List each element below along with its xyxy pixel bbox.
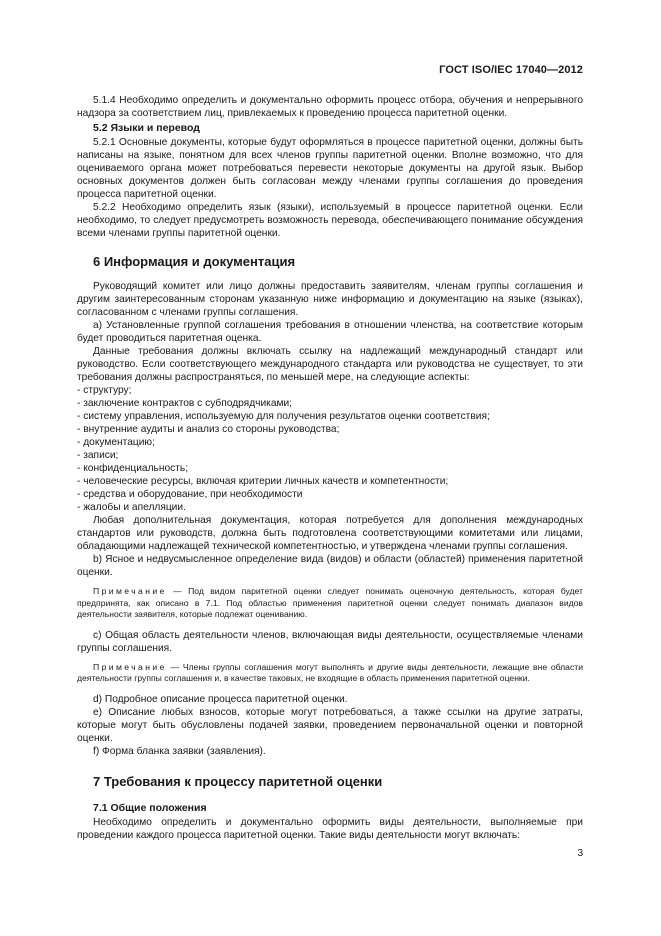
- item-f: f) Форма бланка заявки (заявления).: [93, 745, 266, 757]
- page-number: 3: [577, 848, 583, 859]
- paragraph-5-2-1: 5.2.1 Основные документы, которые будут оформляться в процессе паритетной оценки, должны быть написаны на языке, понятном для всех членов группы паритетной оценки. Вполне возможно, что для оцениваемого органа может потребоваться перевести некоторые документы на другой язык. Выбор основных документов должен быть согласован между членами группы соглашения до проведения процесса паритетной оценки.: [77, 137, 583, 200]
- heading-5-2: 5.2 Языки и перевод: [93, 122, 200, 134]
- list-item: - записи;: [77, 450, 119, 461]
- item-e: е) Описание любых взносов, которые могут потребоваться, а также ссылки на другие затраты, которые могут быть обусловлены подачей заявки, проведением первоначальной оценки и повторной оценки.: [77, 706, 583, 744]
- paragraph-6-intro: Руководящий комитет или лицо должны предоставить заявителям, членам группы соглашения и другим заинтересованным сторонам указанную ниже информацию и документацию на языке (языках), согласованном с членами группы соглашения.: [77, 281, 583, 318]
- paragraph-5-2-2: 5.2.2 Необходимо определить язык (языки), используемый в процессе паритетной оценки. Если необходимо, то следует предусмотреть возможность перевода, обеспечивающего понимание обсуждения всеми членами группы паритетной оценки.: [77, 202, 583, 239]
- item-a: а) Установленные группой соглашения требования в отношении членства, на соответствие которым будет проводиться паритетная оценка.: [77, 320, 583, 344]
- document-page: [77, 0, 583, 936]
- item-b: b) Ясное и недвусмысленное определение вида (видов) и области (областей) применения паритетной оценки.: [77, 554, 583, 578]
- list-item: - систему управления, используемую для получения результатов оценки соответствия;: [77, 411, 490, 422]
- note-1-text: — Под видом паритетной оценки следует понимать оценочную деятельность, которая будет предпринята, как описано в 7.1. Под областью применения паритетной оценки следует понимать диапазон видов деятельности заявителя, которые подлежат оцениванию.: [77, 586, 583, 619]
- list-item: - средства и оборудование, при необходимости: [77, 489, 303, 500]
- document-header: ГОСТ ISO/IEC 17040—2012: [439, 64, 583, 76]
- paragraph-7-1: Необходимо определить и документально оформить виды деятельности, выполняемые при проведении каждого процесса паритетной оценки. Такие виды деятельности могут включать:: [77, 816, 583, 841]
- note-2: [77, 662, 583, 685]
- note-label: Примечание: [93, 661, 167, 672]
- document-body: [77, 94, 583, 842]
- item-a-extra: Любая дополнительная документация, которая потребуется для дополнения международных стандартов или руководств, должна быть подготовлена соответствующими комитетами или лицами, обладающими надлежащей технической компетентностью, и утверждена членами группы соглашения.: [77, 515, 583, 552]
- heading-7-1: 7.1 Общие положения: [93, 801, 207, 814]
- note-2-text: — Члены группы соглашения могут выполнять и другие виды деятельности, лежащие вне области деятельности группы соглашения и, в качестве таковых, не входящие в область применения паритетной оценки.: [77, 661, 583, 683]
- note-1: [77, 586, 583, 621]
- aspects-list: [77, 384, 583, 514]
- heading-section-6: 6 Информация и документация: [93, 254, 296, 269]
- list-item: - документацию;: [77, 437, 155, 448]
- list-item: - конфиденциальность;: [77, 463, 189, 474]
- list-item: - жалобы и апелляции.: [77, 502, 186, 513]
- note-label: Примечание: [93, 586, 167, 596]
- heading-section-7: 7 Требования к процессу паритетной оценки: [93, 773, 383, 789]
- list-item: - человеческие ресурсы, включая критерии личных качеств и компетентности;: [77, 476, 449, 487]
- list-item: - структуру;: [77, 385, 132, 396]
- item-a-detail: Данные требования должны включать ссылку на надлежащий международный стандарт или руководство. Если соответствующего международного стандарта или руководства не существует, то эти требования должны распространяться, по меньшей мере, на следующие аспекты:: [77, 346, 583, 383]
- item-c: с) Общая область деятельности членов, включающая виды деятельности, осуществляемые членами группы соглашения.: [77, 629, 583, 654]
- list-item: - заключение контрактов с субподрядчиками;: [77, 398, 293, 409]
- paragraph-5-1-4: 5.1.4 Необходимо определить и документально оформить процесс отбора, обучения и непрерывного надзора за соответствием лиц, привлекаемых к проведению процесса паритетной оценки.: [77, 95, 583, 119]
- list-item: - внутренние аудиты и анализ со стороны руководства;: [77, 424, 340, 435]
- item-d: d) Подробное описание процесса паритетной оценки.: [93, 693, 348, 705]
